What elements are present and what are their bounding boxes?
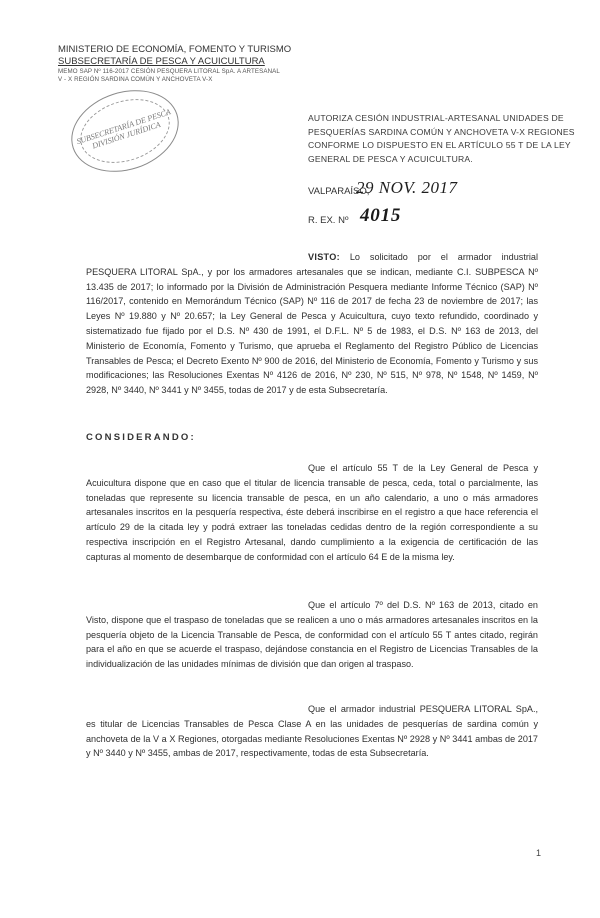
date-value: 29 NOV. 2017 — [356, 178, 458, 197]
resolution-number: 4015 — [360, 205, 402, 226]
ministry-name: MINISTERIO DE ECONOMÍA, FOMENTO Y TURISMO — [58, 44, 292, 55]
official-stamp — [61, 77, 190, 185]
visto-text: Lo solicitado por el armador industrial PESQUERA LITORAL SpA., y por los armadores artesanales que se indican, mediante C.I. SUBPESCA Nº 13.435 de 2017; lo informado por la División de Administración Pesquera mediante Informe Técnico (SAP) Nº 116/2017, contenido en Memorándum Técnico (SAP) Nº 116 de 2017 de fecha 23 de noviembre de 2017; las Leyes Nº 19.880 y Nº 20.657; la Ley General de Pesca y Acuicultura, cuyo texto refundido, coordinado y sistematizado fue fijado por el D.S. Nº 430 de 1991, el D.F.L. Nº 5 de 1983, el D.S. Nº 163 de 2013, del Ministerio de Economía, Fomento y Turismo, que aprueba el Reglamento del Registro Público de Licencias Transables de Pesca; el Decreto Exento Nº 900 de 2016, del Ministerio de Economía, Fomento y Turismo y sus modificaciones; las Resoluciones Exentas Nº 4126 de 2016, Nº 230, Nº 515, Nº 978, Nº 1548, Nº 1459, Nº 2928, Nº 3440, Nº 3441 y Nº 3455, todas de 2017 y de esta Subsecretaría. — [86, 252, 538, 396]
visto-label: VISTO: — [308, 252, 340, 262]
considerando-paragraph-1 — [86, 461, 538, 565]
memo-reference-line-2: V - X REGIÓN SARDINA COMÚN Y ANCHOVETA V-X — [58, 76, 213, 83]
visto-section — [86, 250, 538, 398]
paragraph-2-text: Que el artículo 7º del D.S. Nº 163 de 2013, citado en Visto, dispone que el traspaso de toneladas que se realicen a uno o más armadores artesanales inscritos en la pesquería objeto de la Licencia Transable de Pesca, de conformidad con el artículo 55 T antes citado, regirán para el año en que se acuerde el traspaso, dejándose constancia en el Registro de Licencias Transables de la individualización de las unidades mínimas de división que dan origen al traspaso. — [86, 600, 538, 670]
paragraph-1-text: Que el artículo 55 T de la Ley General de Pesca y Acuicultura dispone que en caso que el titular de licencia transable de pesca, ceda, total o parcialmente, las toneladas que represente su licencia transable de pesca, en un año calendario, a uno o más armadores artesanales inscritos en la pesquería respectiva, éste deberá inscribirse en el registro a que hace referencia el artículo 29 de la citada ley y podrá extraer las toneladas cedidas dentro de la región correspondiente a su respectiva inscripción en el Registro Artesanal, dando cumplimiento a la exigencia de certificación de las capturas al momento de desembarque de conformidad con el artículo 64 E de la misma ley. — [86, 463, 538, 562]
resolution-number-label: R. EX. Nº — [308, 215, 349, 226]
considerando-paragraph-2 — [86, 598, 538, 672]
page-number: 1 — [536, 848, 542, 858]
date-label: VALPARAÍSO, — [308, 186, 370, 197]
stamp-ring — [72, 88, 178, 173]
paragraph-3-text: Que el armador industrial PESQUERA LITORAL SpA., es titular de Licencias Transables de Pesca Clase A en las unidades de pesquerías de sardina común y anchoveta de la V a X Regiones, otorgadas mediante Resoluciones Exentas Nº 2928 y Nº 3441 ambas de 2017 y Nº 3440 y Nº 3455, ambas de 2017, respectivamente, todas de esta Subsecretaría. — [86, 704, 538, 759]
subsecretaria-name: SUBSECRETARÍA DE PESCA Y ACUICULTURA — [58, 56, 265, 67]
stamp-text: SUBSECRETARÍA DE PESCA DIVISIÓN JURÍDICA — [75, 107, 172, 151]
considerando-paragraph-3 — [86, 702, 538, 761]
resolution-subject: AUTORIZA CESIÓN INDUSTRIAL-ARTESANAL UNIDADES DE PESQUERÍAS SARDINA COMÚN Y ANCHOVETA V-X REGIONES CONFORME LO DISPUESTO EN EL ARTÍCULO 55 T DE LA LEY GENERAL DE PESCA Y ACUICULTURA. — [308, 113, 575, 164]
memo-reference-line-1: MEMO SAP Nº 116-2017 CESIÓN PESQUERA LITORAL SpA. A ARTESANAL — [58, 68, 280, 75]
considerando-heading: CONSIDERANDO: — [86, 432, 196, 443]
letterhead — [58, 44, 308, 84]
